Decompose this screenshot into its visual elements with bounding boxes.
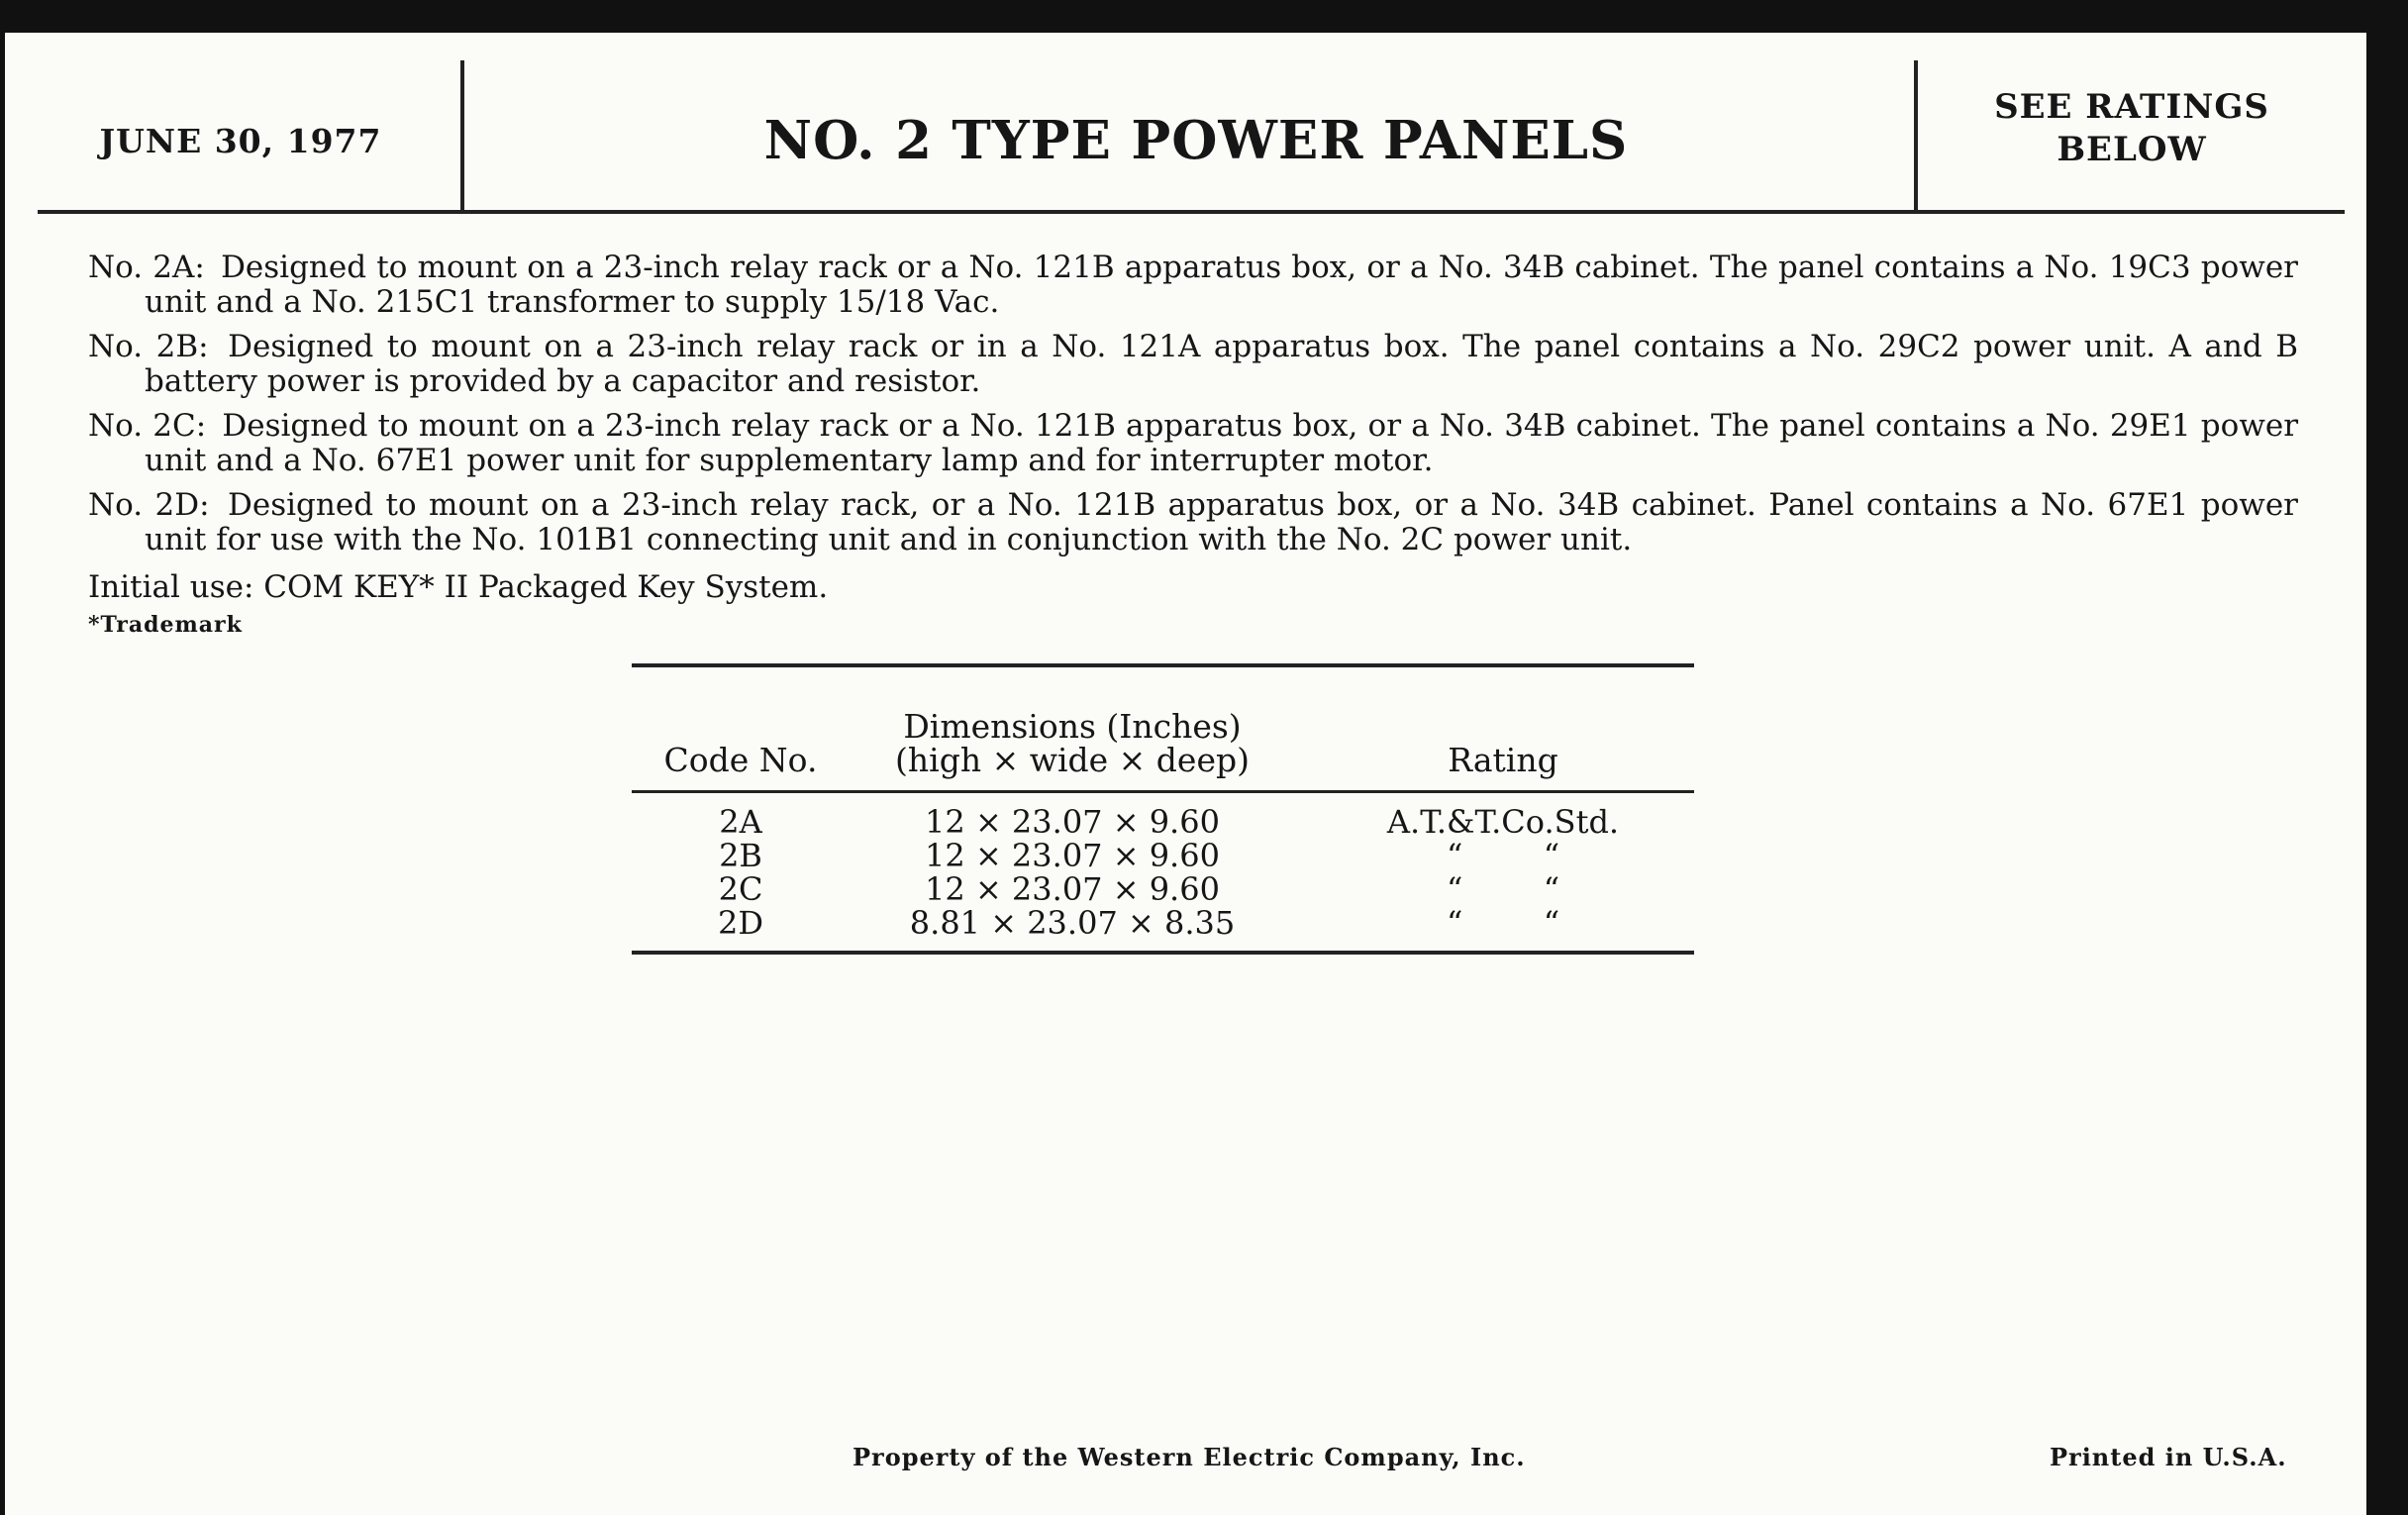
description-label: No. 2C: bbox=[88, 408, 207, 444]
description-2c bbox=[88, 409, 2298, 478]
description-text: Designed to mount on a 23-inch relay rack or a No. 121B apparatus box, or a No. 34B cabinet. The panel contains a No. 29E1 power unit and a No. 67E1 power unit for supplementary lamp and for interrupter motor. bbox=[145, 408, 2299, 478]
header-divider bbox=[1914, 60, 1918, 210]
description-label: No. 2B: bbox=[88, 329, 209, 364]
header-block bbox=[38, 56, 2345, 214]
column-header-dimensions: Dimensions (Inches) bbox=[903, 707, 1242, 746]
table-cell-rating: “ “ bbox=[1446, 870, 1560, 908]
ratings-note bbox=[1919, 86, 2345, 171]
description-label: No. 2A: bbox=[88, 250, 205, 285]
panel-descriptions bbox=[88, 251, 2298, 607]
column-header-rating: Rating bbox=[1448, 741, 1558, 779]
description-2d bbox=[88, 488, 2298, 557]
table-top-rule bbox=[632, 663, 1694, 667]
table-cell-dimensions: 12 × 23.07 × 9.60 bbox=[925, 803, 1220, 841]
description-text: Designed to mount on a 23-inch relay rack or a No. 121B apparatus box, or a No. 34B cabinet. The panel contains a No. 19C3 power unit and a No. 215C1 transformer to supply 15/18 Vac. bbox=[145, 250, 2298, 320]
description-2a bbox=[88, 251, 2298, 320]
table-header-rule bbox=[632, 790, 1694, 793]
initial-use-text: COM KEY* II Packaged Key System. bbox=[263, 569, 829, 605]
dimensions-table bbox=[632, 663, 1694, 960]
header-divider bbox=[460, 60, 464, 210]
spec-sheet-card bbox=[5, 33, 2366, 1515]
table-cell-dimensions: 12 × 23.07 × 9.60 bbox=[925, 837, 1220, 874]
table-bottom-rule bbox=[632, 951, 1694, 955]
description-text: Designed to mount on a 23-inch relay rack, or a No. 121B apparatus box, or a No. 34B cabinet. Panel contains a No. 67E1 power unit for use with the No. 101B1 connecting unit and in conjunction with the No. 2C power unit. bbox=[145, 487, 2299, 557]
issue-date: JUNE 30, 1977 bbox=[99, 122, 382, 160]
table-cell-rating: “ “ bbox=[1446, 837, 1560, 874]
table-cell-rating: “ “ bbox=[1446, 904, 1560, 942]
table-cell-dimensions: 12 × 23.07 × 9.60 bbox=[925, 870, 1220, 908]
table-cell-dimensions: 8.81 × 23.07 × 8.35 bbox=[909, 904, 1236, 942]
ratings-note-line2: BELOW bbox=[2057, 130, 2207, 169]
page-title: NO. 2 TYPE POWER PANELS bbox=[763, 110, 1629, 171]
description-text: Designed to mount on a 23-inch relay rack or in a No. 121A apparatus box. The panel contains a No. 29C2 power unit. A and B battery power is provided by a capacitor and resistor. bbox=[145, 329, 2299, 399]
initial-use-label: Initial use: bbox=[88, 569, 254, 605]
header-rule bbox=[38, 210, 2345, 214]
table-cell-code: 2A bbox=[719, 803, 762, 841]
table-cell-rating: A.T.&T.Co.Std. bbox=[1386, 803, 1620, 841]
table-cell-code: 2C bbox=[718, 870, 763, 908]
table-cell-code: 2B bbox=[719, 837, 762, 874]
table-cell-code: 2D bbox=[717, 904, 763, 942]
description-label: No. 2D: bbox=[88, 487, 210, 523]
print-notice: Printed in U.S.A. bbox=[2050, 1443, 2287, 1471]
trademark-footnote: *Trademark bbox=[88, 612, 243, 638]
description-2b bbox=[88, 330, 2298, 399]
column-header-dimensions-units: (high × wide × deep) bbox=[895, 741, 1250, 779]
initial-use bbox=[88, 567, 2298, 607]
ownership-notice: Property of the Western Electric Company, Inc. bbox=[853, 1443, 1526, 1471]
ratings-note-line1: SEE RATINGS bbox=[1994, 87, 2269, 127]
column-header-code: Code No. bbox=[663, 741, 818, 779]
